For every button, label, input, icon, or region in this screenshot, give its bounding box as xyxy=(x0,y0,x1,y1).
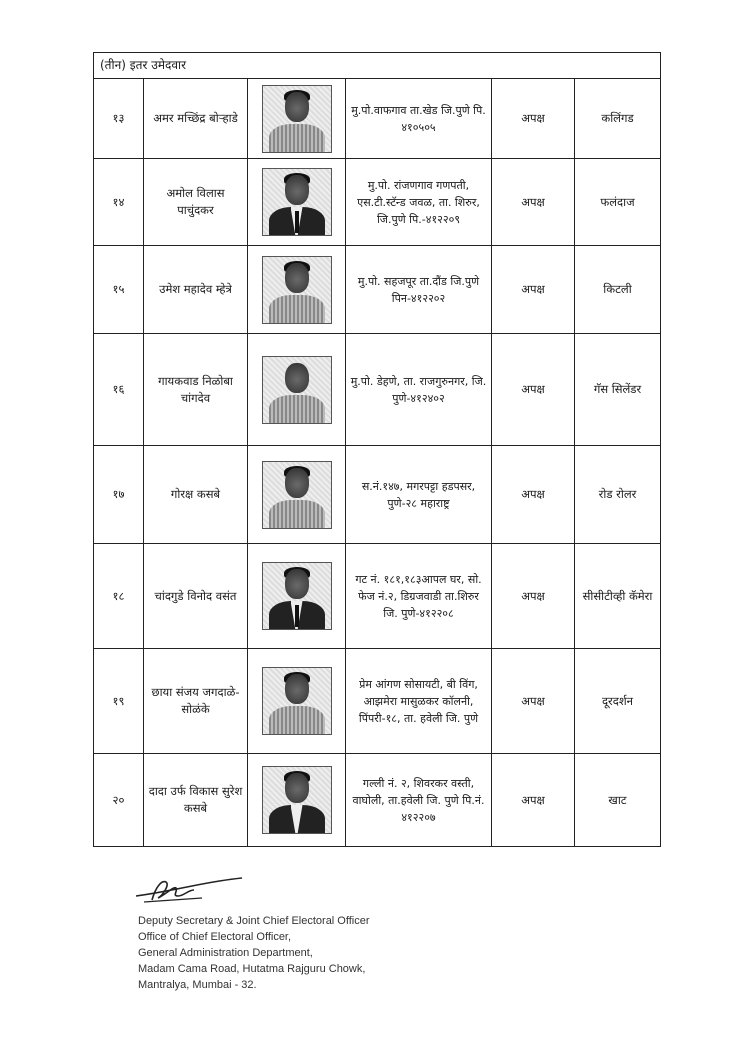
serial-number: १५ xyxy=(94,246,144,333)
candidate-name: अमर मच्छिंद्र बोऱ्हाडे xyxy=(144,79,248,158)
candidate-symbol: कलिंगड xyxy=(601,111,634,125)
candidate-symbol: खाट xyxy=(608,792,627,807)
candidate-name: चांदगुडे विनोद वसंत xyxy=(144,544,248,648)
candidate-party: अपक्ष xyxy=(492,79,575,158)
serial-number: १६ xyxy=(94,334,144,445)
candidates-table xyxy=(93,52,661,847)
candidate-symbol: दूरदर्शन xyxy=(601,693,634,708)
serial-number: २० xyxy=(94,754,144,846)
candidate-address: मु.पो. डेहणे, ता. राजगुरुनगर, जि. पुणे-४१२४०२ xyxy=(346,334,492,445)
candidate-photo-cell xyxy=(248,159,346,245)
serial-number: १७ xyxy=(94,446,144,543)
candidate-party: अपक्ष xyxy=(492,246,575,333)
candidate-party: अपक्ष xyxy=(492,754,575,846)
candidate-photo xyxy=(262,356,332,424)
table-row xyxy=(94,79,660,159)
candidate-name: उमेश महादेव म्हेत्रे xyxy=(144,246,248,333)
candidate-symbol: किटली xyxy=(603,282,632,296)
candidate-symbol: रोड रोलर xyxy=(598,487,637,501)
candidate-photo-cell xyxy=(248,649,346,753)
candidate-photo xyxy=(262,256,332,324)
candidate-address: मु.पो. रांजणगाव गणपती, एस.टी.स्टॅन्ड जवळ, ता. शिरुर, जि.पुणे पि.-४१२२०९ xyxy=(346,159,492,245)
candidate-photo-cell xyxy=(248,544,346,648)
candidate-name: गोरक्ष कसबे xyxy=(144,446,248,543)
footer-address: Madam Cama Road, Hutatma Rajguru Chowk, xyxy=(138,963,366,975)
table-row xyxy=(94,446,660,544)
candidate-address: प्रेम आंगण सोसायटी, बी विंग, आझमेरा मासुळकर कॉलनी, पिंपरी-१८, ता. हवेली जि. पुणे xyxy=(346,649,492,753)
candidate-photo xyxy=(262,562,332,630)
table-row xyxy=(94,544,660,649)
section-title: (तीन) इतर उमेदवार xyxy=(94,53,660,79)
candidate-address: मु.पो. सहजपूर ता.दौंड जि.पुणे पिन-४१२२०२ xyxy=(346,246,492,333)
candidate-photo xyxy=(262,461,332,529)
serial-number: १८ xyxy=(94,544,144,648)
candidate-party: अपक्ष xyxy=(492,334,575,445)
signature-icon xyxy=(132,872,252,906)
signature-block xyxy=(138,872,458,993)
candidate-party: अपक्ष xyxy=(492,649,575,753)
footer-city: Mantralya, Mumbai - 32. xyxy=(138,979,257,991)
table-row xyxy=(94,649,660,754)
candidate-party: अपक्ष xyxy=(492,544,575,648)
footer-designation: Deputy Secretary & Joint Chief Electoral Officer xyxy=(138,915,370,927)
candidate-photo xyxy=(262,766,332,834)
table-row xyxy=(94,334,660,446)
candidate-photo-cell xyxy=(248,246,346,333)
candidate-party: अपक्ष xyxy=(492,446,575,543)
candidate-symbol: सीसीटीव्ही कॅमेरा xyxy=(582,588,653,603)
table-row xyxy=(94,246,660,334)
candidate-symbol: फलंदाज xyxy=(600,194,635,209)
candidate-photo-cell xyxy=(248,79,346,158)
table-row xyxy=(94,159,660,246)
candidate-address: मु.पो.वाफगाव ता.खेड जि.पुणे पि. ४१०५०५ xyxy=(346,79,492,158)
candidate-symbol: गॅस सिलेंडर xyxy=(593,382,642,396)
table-row xyxy=(94,754,660,846)
candidate-photo xyxy=(262,667,332,735)
serial-number: १४ xyxy=(94,159,144,245)
candidate-address: स.नं.१४७, मगरपट्टा हडपसर, पुणे-२८ महाराष्ट्र xyxy=(346,446,492,543)
serial-number: १९ xyxy=(94,649,144,753)
candidate-party: अपक्ष xyxy=(492,159,575,245)
candidate-photo xyxy=(262,85,332,153)
candidate-address: गट नं. १८१,१८३आपल घर, सो. फेज नं.२, डिग्रजवाडी ता.शिरुर जि. पुणे-४१२२०८ xyxy=(346,544,492,648)
candidate-photo-cell xyxy=(248,334,346,445)
candidate-name: छाया संजय जगदाळे-सोळंके xyxy=(144,649,248,753)
candidate-photo-cell xyxy=(248,446,346,543)
footer-department: General Administration Department, xyxy=(138,947,313,959)
candidate-address: गल्ली नं. २, शिवरकर वस्ती, वाघोली, ता.हवेली जि. पुणे पि.नं. ४१२२०७ xyxy=(346,754,492,846)
candidate-name: दादा उर्फ विकास सुरेश कसबे xyxy=(144,754,248,846)
candidate-name: अमोल विलास पाचुंदकर xyxy=(144,159,248,245)
candidate-name: गायकवाड निळोबा चांगदेव xyxy=(144,334,248,445)
candidate-photo-cell xyxy=(248,754,346,846)
serial-number: १३ xyxy=(94,79,144,158)
candidate-photo xyxy=(262,168,332,236)
footer-office: Office of Chief Electoral Officer, xyxy=(138,931,292,943)
